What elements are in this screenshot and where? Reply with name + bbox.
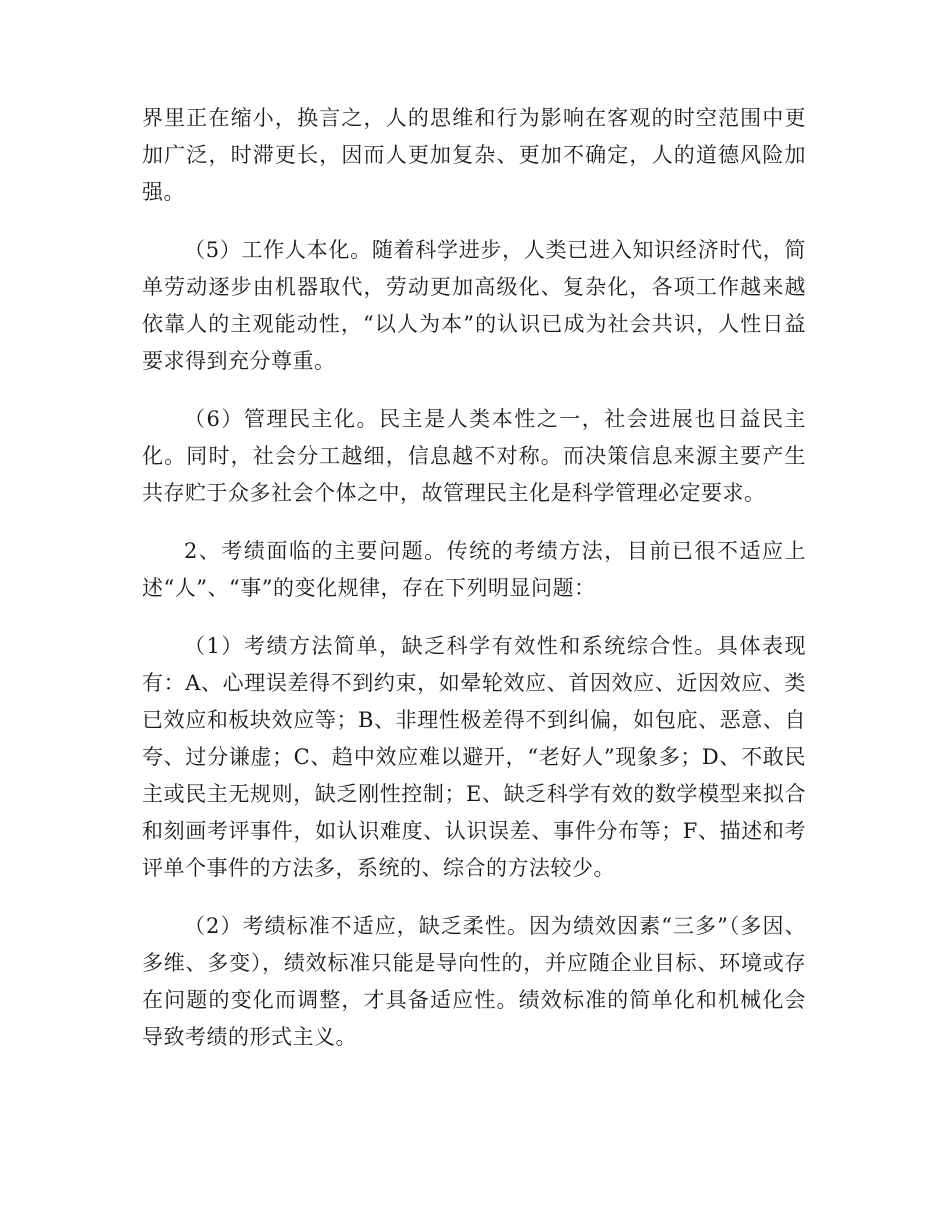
paragraph-management-democratization: （6）管理民主化。民主是人类本性之一，社会进展也日益民主化。同时，社会分工越细，信息越不对称。而决策信息来源主要产生共存贮于众多社会个体之中，故管理民主化是科学管理必定要求。 bbox=[142, 407, 806, 505]
paragraph-continuation: 界里正在缩小，换言之，人的思维和行为影响在客观的时空范围中更加广泛，时滞更长，因而人更加复杂、更加不确定，人的道德风险加强。 bbox=[142, 106, 806, 204]
paragraph-problem-2: （2）考绩标准不适应，缺乏柔性。因为绩效因素“三多”（多因、多维、多变），绩效标准只能是导向性的，并应随企业目标、环境或存在问题的变化而调整，才具备适应性。绩效标准的简单化和机械化会导致考绩的形式主义。 bbox=[142, 914, 806, 1049]
document-body bbox=[142, 100, 806, 1077]
paragraph-main-problems: 2、考绩面临的主要问题。传统的考绩方法，目前已很不适应上述“人”、“事”的变化规律，存在下列明显问题： bbox=[142, 539, 806, 600]
paragraph-problem-1: （1）考绩方法简单，缺乏科学有效性和系统综合性。具体表现有：A、心理误差得不到约束，如晕轮效应、首因效应、近因效应、类已效应和板块效应等；B、非理性极差得不到纠偏，如包庇、恶意、自夸、过分谦虚；C、趋中效应难以避开，“老好人”现象多；D、不敢民主或民主无规则，缺乏刚性控制；E、缺乏科学有效的数学模型来拟合和刻画考评事件，如认识难度、认识误差、事件分布等；F、描述和考评单个事件的方法多，系统的、综合的方法较少。 bbox=[142, 634, 806, 880]
paragraph-work-humanization: （5）工作人本化。随着科学进步，人类已进入知识经济时代，简单劳动逐步由机器取代，劳动更加高级化、复杂化，各项工作越来越依靠人的主观能动性，“以人为本”的认识已成为社会共识，人性日益要求得到充分尊重。 bbox=[142, 238, 806, 373]
